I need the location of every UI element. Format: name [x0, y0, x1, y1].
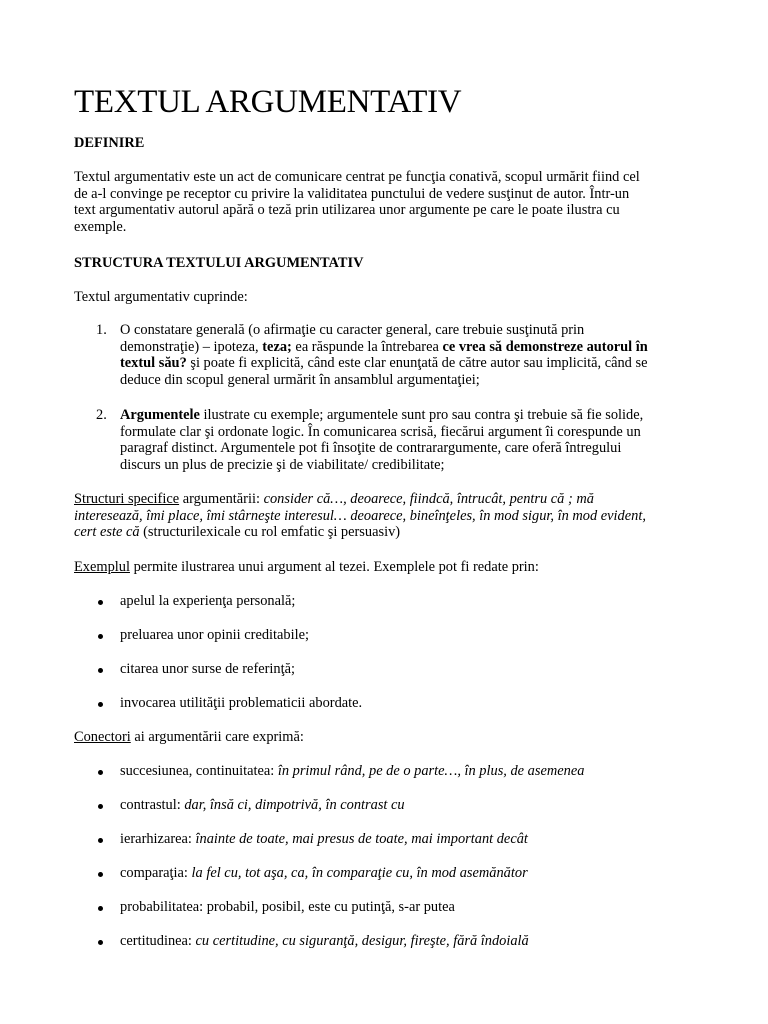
connector-lead: certitudinea:	[120, 933, 196, 949]
item-text: demonstraţie) – ipoteza,	[120, 338, 263, 355]
connectors-paragraph	[74, 729, 704, 746]
bullet-dot	[98, 634, 103, 639]
example-bullet	[74, 627, 714, 644]
bullet-text	[120, 933, 529, 950]
bullet-text	[120, 831, 528, 848]
bullet-text: citarea unor surse de referinţă;	[120, 661, 295, 677]
item-bold-text: Argumentele	[120, 407, 200, 423]
structures-italic: consider că…, deoarece, fiindcă, întrucât, pentru că ; mă	[263, 491, 594, 507]
item-line	[120, 355, 720, 372]
connectors-label: Conectori	[74, 729, 131, 745]
structures-italic: cert este că	[74, 524, 140, 540]
example-paragraph	[74, 559, 704, 576]
item-number: 2.	[96, 407, 107, 423]
bullet-text: preluarea unor opinii creditabile;	[120, 627, 309, 643]
item-line: formulate clar şi ordonate logic. În comunicarea scrisă, fiecărui argument îi corespunde un	[120, 423, 641, 440]
item-text: şi poate fi explicită, când este clar enunţată de către autor sau implicită, când se	[186, 355, 648, 371]
definition-heading: DEFINIRE	[74, 135, 145, 151]
item-bold-text: teza;	[262, 338, 292, 355]
document-title: TEXTUL ARGUMENTATIV	[74, 84, 462, 120]
connector-bullet	[74, 865, 714, 882]
item-line: O constatare generală (o afirmaţie cu caracter general, care trebuie susţinută prin	[120, 322, 585, 338]
bullet-dot	[98, 838, 103, 843]
definition-line: exemple.	[74, 218, 127, 235]
bullet-text: invocarea utilităţii problematicii abordate.	[120, 695, 363, 711]
bullet-dot	[98, 804, 103, 809]
item-bold-text: textul său?	[120, 355, 187, 371]
structures-line: interesează, îmi place, îmi stârneşte interesul… deoarece, bineînţeles, în mod sigur, în mod evident,	[74, 507, 646, 524]
connector-lead: ierarhizarea:	[120, 831, 196, 847]
definition-line: Textul argumentativ este un act de comunicare centrat pe funcţia conativă, scopul urmărit fiind cel	[74, 169, 640, 185]
connector-lead: succesiunea, continuitatea:	[120, 763, 278, 779]
bullet-dot	[98, 906, 103, 911]
item-body	[120, 407, 720, 473]
structures-line	[74, 491, 704, 508]
connector-lead: comparaţia:	[120, 865, 192, 881]
item-line	[120, 339, 720, 356]
item-line: discurs un plus de precizie şi de viabilitate/ credibilitate;	[120, 456, 445, 473]
connectors-text: ai argumentării care exprimă:	[130, 729, 304, 745]
connector-bullet	[74, 933, 714, 950]
example-text: permite ilustrarea unui argument al tezei. Exemplele pot fi redate prin:	[129, 559, 539, 575]
item-text: ilustrate cu exemple; argumentele sunt pro sau contra şi trebuie să fie solide,	[199, 407, 644, 423]
structure-intro: Textul argumentativ cuprinde:	[74, 289, 248, 305]
connector-bullet	[74, 899, 714, 916]
item-number: 1.	[96, 322, 107, 338]
bullet-text	[120, 797, 405, 814]
example-line	[74, 559, 704, 576]
item-line: deduce din scopul general urmărit în ansamblul argumentaţiei;	[120, 371, 480, 388]
bullet-text	[120, 763, 584, 780]
structure-heading: STRUCTURA TEXTULUI ARGUMENTATIV	[74, 255, 364, 271]
connector-examples: cu certitudine, cu siguranţă, desigur, fireşte, fără îndoială	[195, 933, 529, 949]
item-body	[120, 322, 720, 388]
connector-examples: dar, însă ci, dimpotrivă, în contrast cu	[184, 797, 405, 813]
bullet-dot	[98, 872, 103, 877]
connector-examples: înainte de toate, mai presus de toate, mai important decât	[195, 831, 528, 847]
structures-text: (structurilexicale cu rol emfatic şi persuasiv)	[139, 524, 401, 540]
connectors-line	[74, 729, 704, 746]
item-text: ea răspunde la întrebarea	[291, 338, 443, 355]
definition-line: de a-l convinge pe receptor cu privire la validitatea punctului de vedere susţinut de autor. Într-un	[74, 185, 630, 202]
bullet-text: apelul la experienţa personală;	[120, 593, 296, 609]
bullet-dot	[98, 600, 103, 605]
bullet-dot	[98, 770, 103, 775]
structures-paragraph	[74, 491, 704, 541]
connector-lead: contrastul:	[120, 797, 185, 813]
definition-paragraph	[74, 169, 704, 235]
bullet-dot	[98, 940, 103, 945]
connector-examples: în primul rând, pe de o parte…, în plus, de asemenea	[277, 763, 585, 779]
bullet-text	[120, 899, 455, 916]
bullet-dot	[98, 668, 103, 673]
definition-line: text argumentativ autorul apără o teză prin utilizarea unor argumente pe care le poate ilustra cu	[74, 202, 620, 218]
example-bullet	[74, 695, 714, 712]
connector-examples: la fel cu, tot aşa, ca, în comparaţie cu, în mod asemănător	[191, 865, 528, 881]
bullet-dot	[98, 702, 103, 707]
example-label: Exemplul	[74, 559, 130, 575]
example-bullet	[74, 661, 714, 678]
connector-lead: probabilitatea: probabil, posibil, este cu putinţă, s-ar putea	[120, 899, 455, 915]
item-line: paragraf distinct. Argumentele pot fi însoţite de contrarargumente, care oferă întregului	[120, 440, 622, 456]
bullet-text	[120, 865, 528, 882]
connector-bullet	[74, 797, 714, 814]
example-bullet	[74, 593, 714, 610]
connector-bullet	[74, 763, 714, 780]
structures-label: Structuri specifice	[74, 491, 180, 507]
item-bold-text: ce vrea să demonstreze autorul în	[442, 338, 648, 355]
structures-line	[74, 524, 704, 541]
item-line	[120, 407, 720, 424]
connector-bullet	[74, 831, 714, 848]
structures-text: argumentării:	[179, 491, 264, 507]
